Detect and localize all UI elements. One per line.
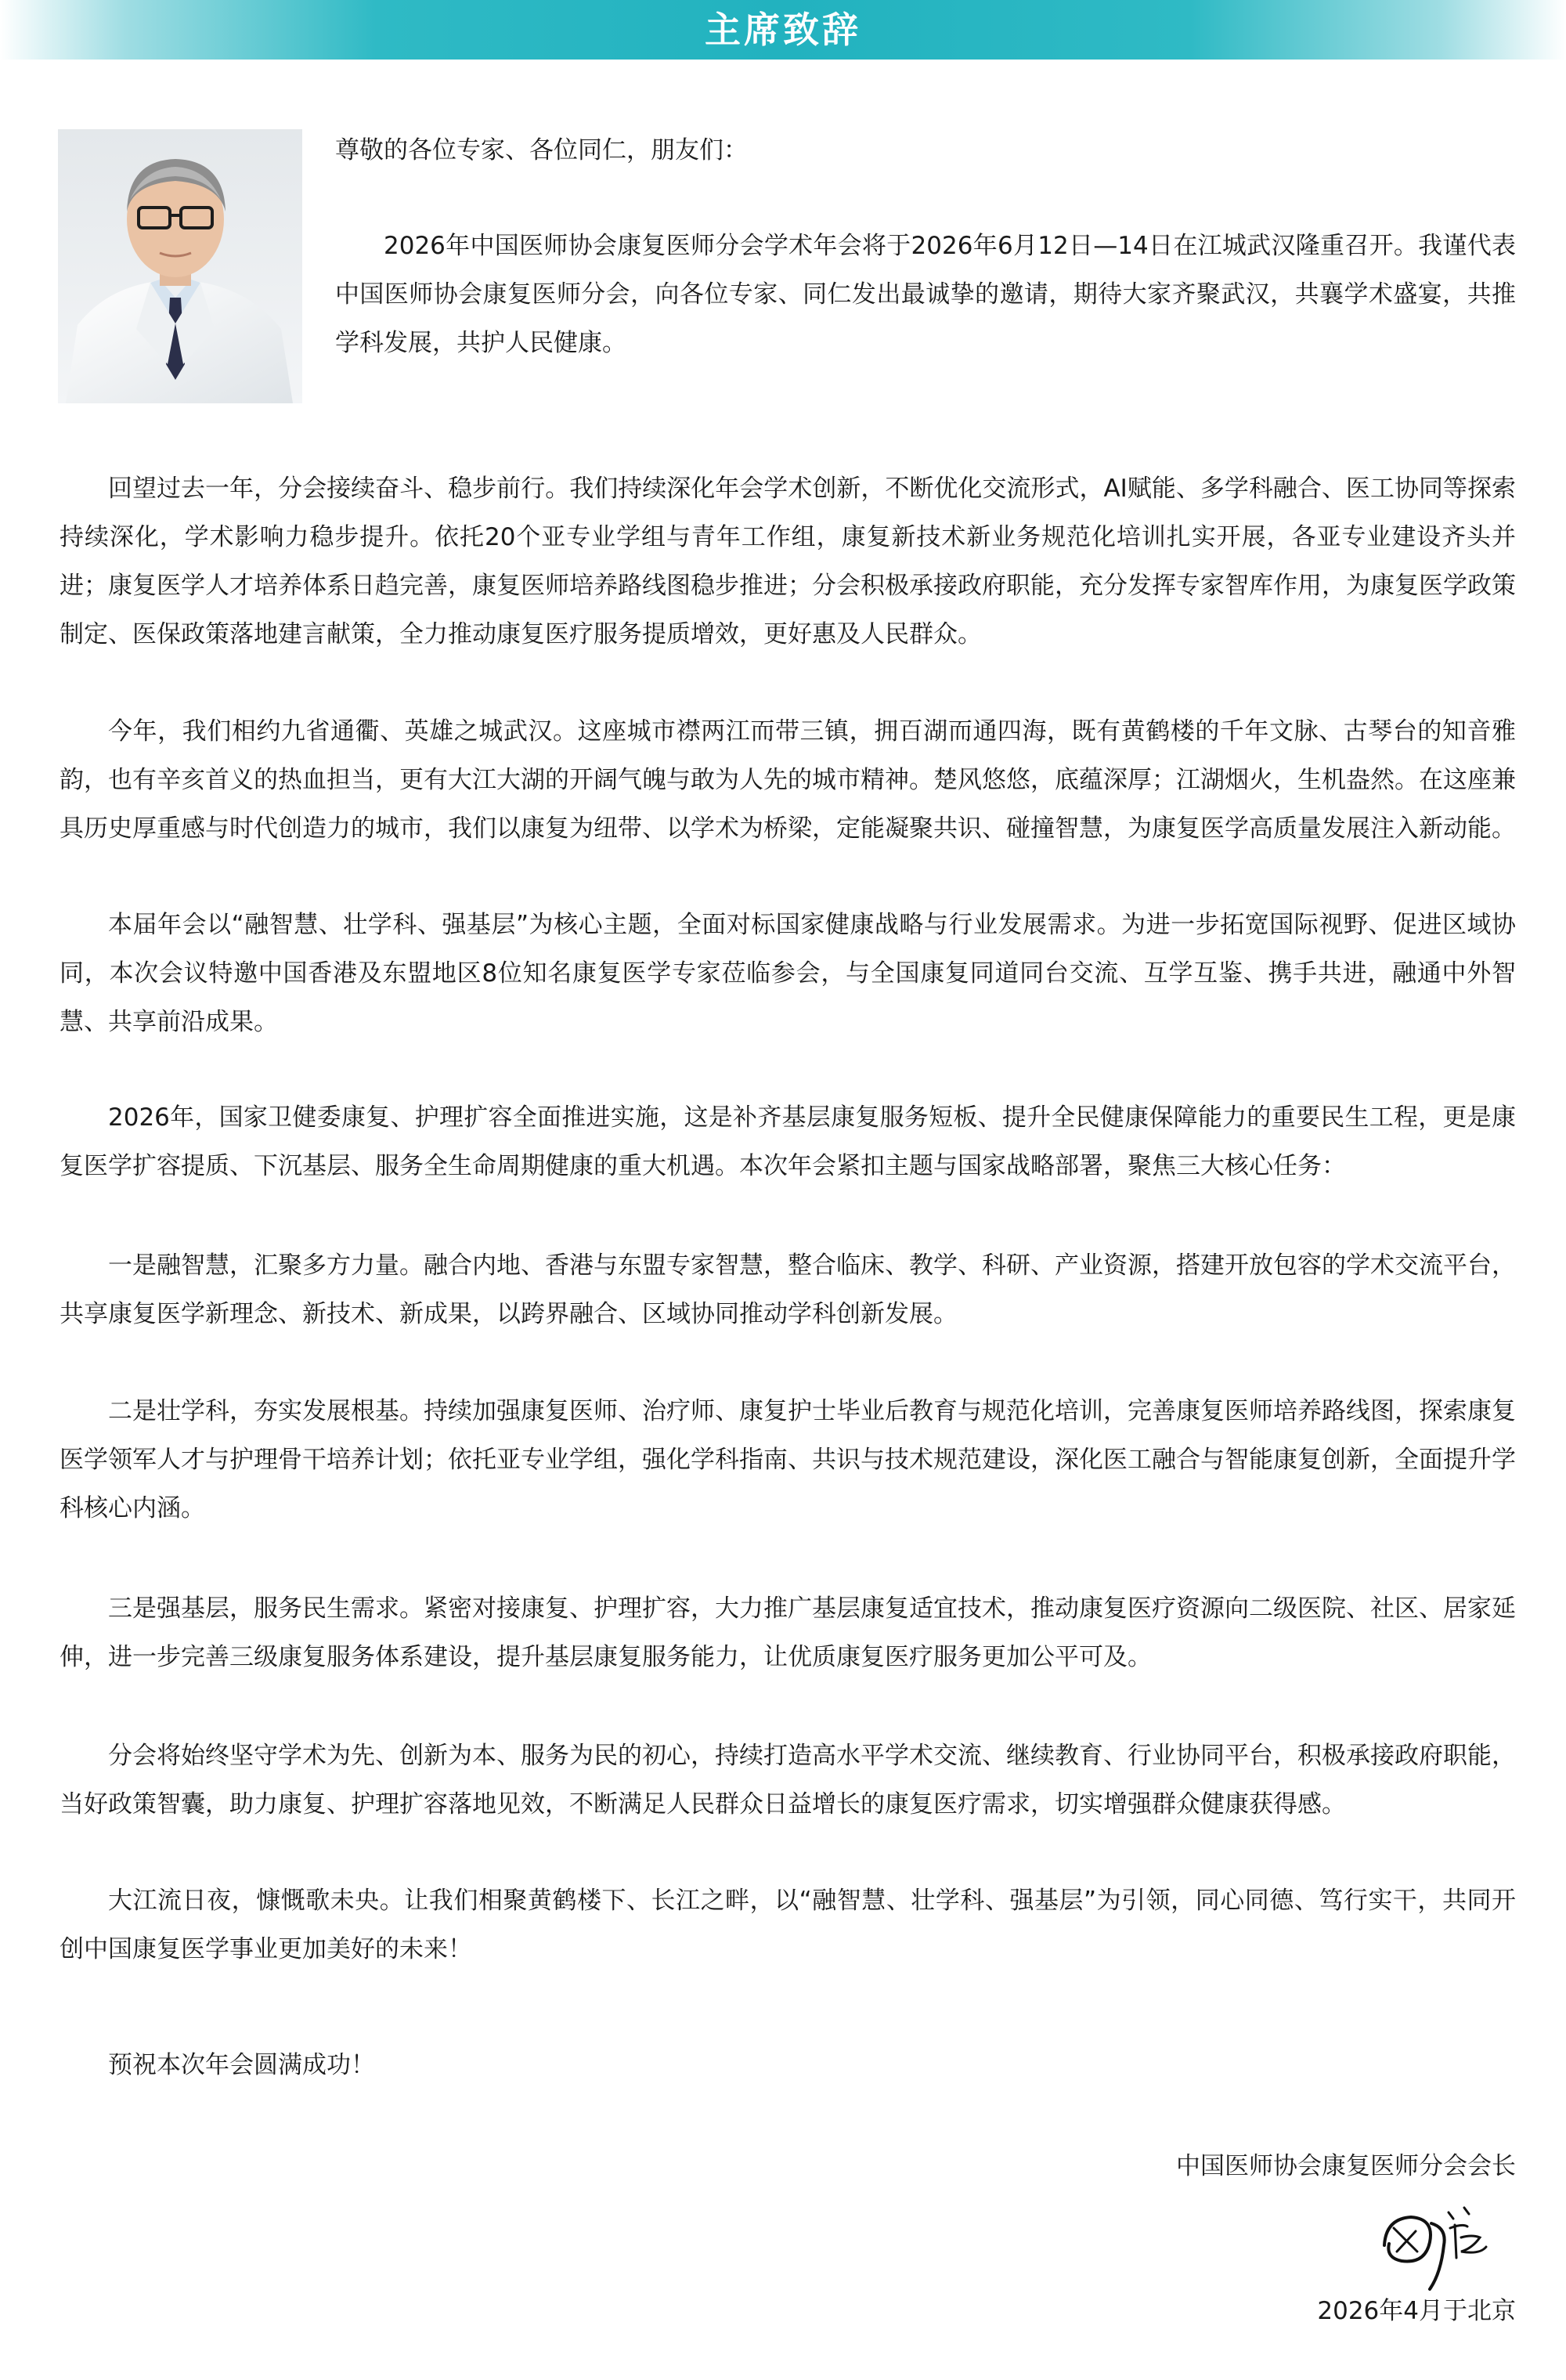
letter-paragraph-10: 大江流日夜，慷慨歌未央。让我们相聚黄鹤楼下、长江之畔，以“融智慧、壮学科、强基层”为引领，同心同德、笃行实干，共同开创中国康复医学事业更加美好的未来！ xyxy=(60,1887,1516,1963)
letter-date: 2026年4月于北京 xyxy=(1317,2297,1516,2325)
letter-paragraph-3: 今年，我们相约九省通衢、英雄之城武汉。这座城市襟两江而带三镇，拥百湖而通四海，既有黄鹤楼的千年文脉、古琴台的知音雅韵，也有辛亥首义的热血担当，更有大江大湖的开阔气魄与敢为人先的城市精神。楚风悠悠，底蕴深厚；江湖烟火，生机盎然。在这座兼具历史厚重感与时代创造力的城市，我们以康复为纽带、以学术为桥梁，定能凝聚共识、碰撞智慧，为康复医学高质量发展注入新动能。 xyxy=(60,717,1516,843)
letter-paragraph-9: 分会将始终坚守学术为先、创新为本、服务为民的初心，持续打造高水平学术交流、继续教育、行业协同平台，积极承接政府职能，当好政策智囊，助力康复、护理扩容落地见效，不断满足人民群众日益增长的康复医疗需求，切实增强群众健康获得感。 xyxy=(60,1742,1516,1818)
letter-paragraph-4: 本届年会以“融智慧、壮学科、强基层”为核心主题，全面对标国家健康战略与行业发展需求。为进一步拓宽国际视野、促进区域协同，本次会议特邀中国香港及东盟地区8位知名康复医学专家莅临参会，与全国康复同道同台交流、互学互鉴、携手共进，融通中外智慧、共享前沿成果。 xyxy=(60,911,1516,1036)
letter-paragraph-1: 2026年中国医师协会康复医师分会学术年会将于2026年6月12日—14日在江城武汉隆重召开。我谨代表中国医师协会康复医师分会，向各位专家、同仁发出最诚挚的邀请，期待大家齐聚武汉，共襄学术盛宴，共推学科发展，共护人民健康。 xyxy=(335,232,1516,357)
chairman-portrait-photo xyxy=(58,129,302,403)
letter-closing: 预祝本次年会圆满成功！ xyxy=(108,2051,375,2079)
letter-paragraph-6: 一是融智慧，汇聚多方力量。融合内地、香港与东盟专家智慧，整合临床、教学、科研、产业资源，搭建开放包容的学术交流平台，共享康复医学新理念、新技术、新成果，以跨界融合、区域协同推动学科创新发展。 xyxy=(60,1251,1516,1328)
letter-paragraph-8: 三是强基层，服务民生需求。紧密对接康复、护理扩容，大力推广基层康复适宜技术，推动康复医疗资源向二级医院、社区、居家延伸，进一步完善三级康复服务体系建设，提升基层康复服务能力，让优质康复医疗服务更加公平可及。 xyxy=(60,1594,1516,1671)
handwritten-signature xyxy=(1362,2197,1519,2299)
letter-greeting: 尊敬的各位专家、各位同仁，朋友们： xyxy=(335,136,748,164)
letter-paragraph-2: 回望过去一年，分会接续奋斗、稳步前行。我们持续深化年会学术创新，不断优化交流形式，AI赋能、多学科融合、医工协同等探索持续深化，学术影响力稳步提升。依托20个亚专业学组与青年工作组，康复新技术新业务规范化培训扎实开展，各亚专业建设齐头并进；康复医学人才培养体系日趋完善，康复医师培养路线图稳步推进；分会积极承接政府职能，充分发挥专家智库作用，为康复医学政策制定、医保政策落地建言献策，全力推动康复医疗服务提质增效，更好惠及人民群众。 xyxy=(60,475,1516,648)
signer-title: 中国医师协会康复医师分会会长 xyxy=(1176,2152,1516,2180)
page-title: 主席致辞 xyxy=(705,9,861,51)
letter-paragraph-5: 2026年，国家卫健委康复、护理扩容全面推进实施，这是补齐基层康复服务短板、提升全民健康保障能力的重要民生工程，更是康复医学扩容提质、下沉基层、服务全生命周期健康的重大机遇。本次年会紧扣主题与国家战略部署，聚焦三大核心任务： xyxy=(60,1103,1516,1180)
letter-paragraph-7: 二是壮学科，夯实发展根基。持续加强康复医师、治疗师、康复护士毕业后教育与规范化培训，完善康复医师培养路线图，探索康复医学领军人才与护理骨干培养计划；依托亚专业学组，强化学科指南、共识与技术规范建设，深化医工融合与智能康复创新，全面提升学科核心内涵。 xyxy=(60,1397,1516,1522)
header-banner xyxy=(0,0,1566,60)
